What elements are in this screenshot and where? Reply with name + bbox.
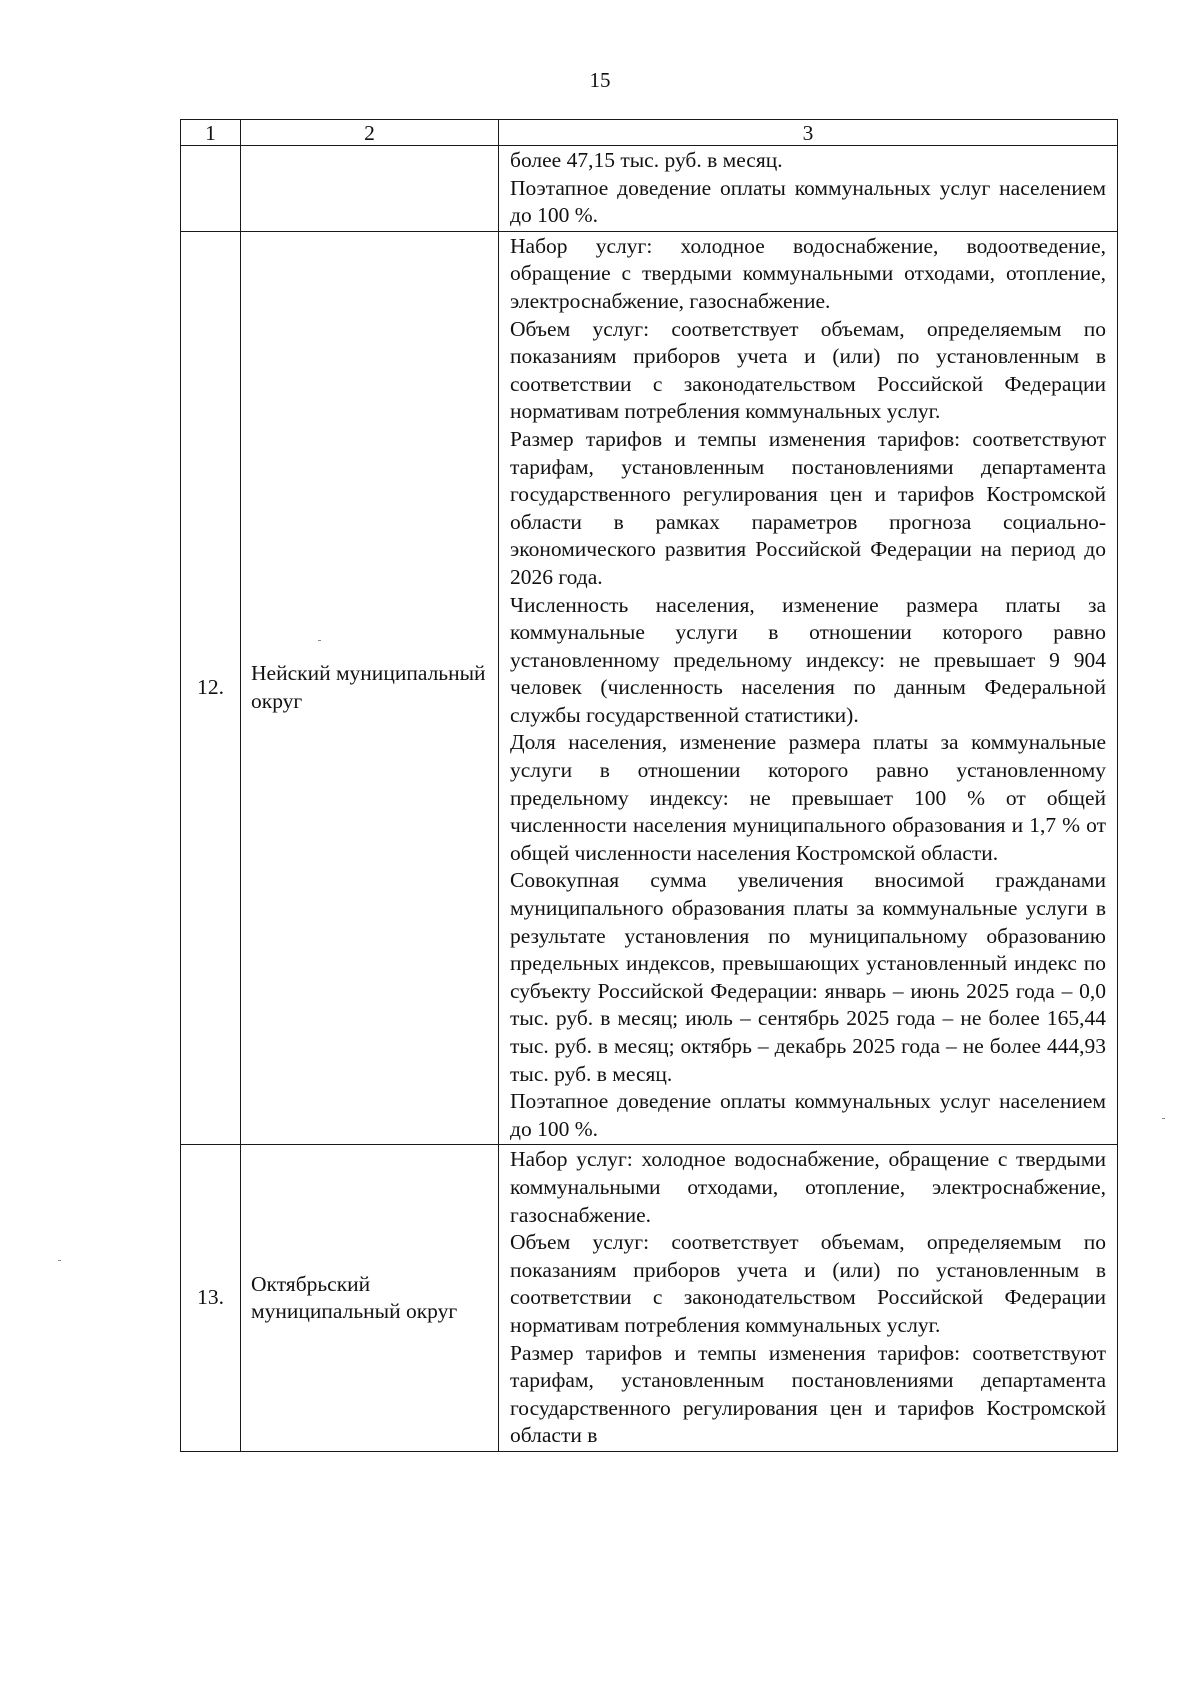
description-paragraph: Размер тарифов и темпы изменения тарифов: соответствуют тарифам, установленным постановлениями департамента государственного регулирования цен и тарифов Костромской области в [510,1340,1106,1448]
column-header-2: 2 [241,120,499,146]
column-header-3: 3 [499,120,1118,146]
column-header-1: 1 [181,120,241,146]
table-row-13 [181,1145,1118,1452]
row-description [499,1145,1118,1452]
description-paragraph: Доля населения, изменение размера платы за коммунальные услуги в отношении которого равно установленному предельному индексу: не превышает 100 % от общей численности населения муниципального образования и 1,7 % от общей численности населения Костромской области. [510,730,1106,865]
description-paragraph: Поэтапное доведение оплаты коммунальных услуг населением до 100 %. [510,175,1106,228]
table-row-continuation [181,146,1118,232]
description-paragraph: Набор услуг: холодное водоснабжение, водоотведение, обращение с твердыми коммунальными отходами, отопление, электроснабжение, газоснабжение. [510,233,1106,313]
scan-speck [1162,1118,1165,1119]
row-description [499,146,1118,232]
scan-speck [318,640,321,641]
row-number: 12. [181,231,241,1145]
scan-speck [58,1260,61,1261]
table-header-row [181,120,1118,146]
page-number: 15 [589,68,611,92]
municipality-name: Нейский муниципальный округ [241,231,499,1145]
description-paragraph: Численность населения, изменение размера платы за коммунальные услуги в отношении которого равно установленному предельному индексу: не превышает 9 904 человек (численность населения по данным Федеральной службы государственной статистики). [510,592,1106,727]
description-paragraph: более 47,15 тыс. руб. в месяц. [510,148,783,172]
description-paragraph: Набор услуг: холодное водоснабжение, обращение с твердыми коммунальными отходами, отопление, электроснабжение, газоснабжение. [510,1147,1106,1227]
row-number: 13. [181,1145,241,1452]
row-number [181,146,241,232]
description-paragraph: Поэтапное доведение оплаты коммунальных услуг населением до 100 %. [510,1089,1106,1141]
description-paragraph: Размер тарифов и темпы изменения тарифов: соответствуют тарифам, установленным постановлениями департамента государственного регулирования цен и тарифов Костромской области в рамках параметров прогноза социально-экономического развития Российской Федерации на период до 2026 года. [510,426,1106,589]
municipality-name [241,146,499,232]
municipality-name: Октябрьский муниципальный округ [241,1145,499,1452]
description-paragraph: Объем услуг: соответствует объемам, определяемым по показаниям приборов учета и (или) по установленным в соответствии с законодательством Российской Федерации нормативам потребления коммунальных услуг. [510,316,1106,424]
description-paragraph: Объем услуг: соответствует объемам, определяемым по показаниям приборов учета и (или) по установленным в соответствии с законодательством Российской Федерации нормативам потребления коммунальных услуг. [510,1230,1106,1337]
services-table [180,119,1118,1452]
description-paragraph: Совокупная сумма увеличения вносимой гражданами муниципального образования платы за коммунальные услуги в результате установления по муниципальному образованию предельных индексов, превышающих установленный индекс по субъекту Российской Федерации: январь – июнь 2025 года – 0,0 тыс. руб. в месяц; июль – сентябрь 2025 года – не более 165,44 тыс. руб. в месяц; октябрь – декабрь 2025 года – не более 444,93 тыс. руб. в месяц. [510,868,1106,1086]
table-row-12 [181,231,1118,1145]
row-description [499,231,1118,1145]
